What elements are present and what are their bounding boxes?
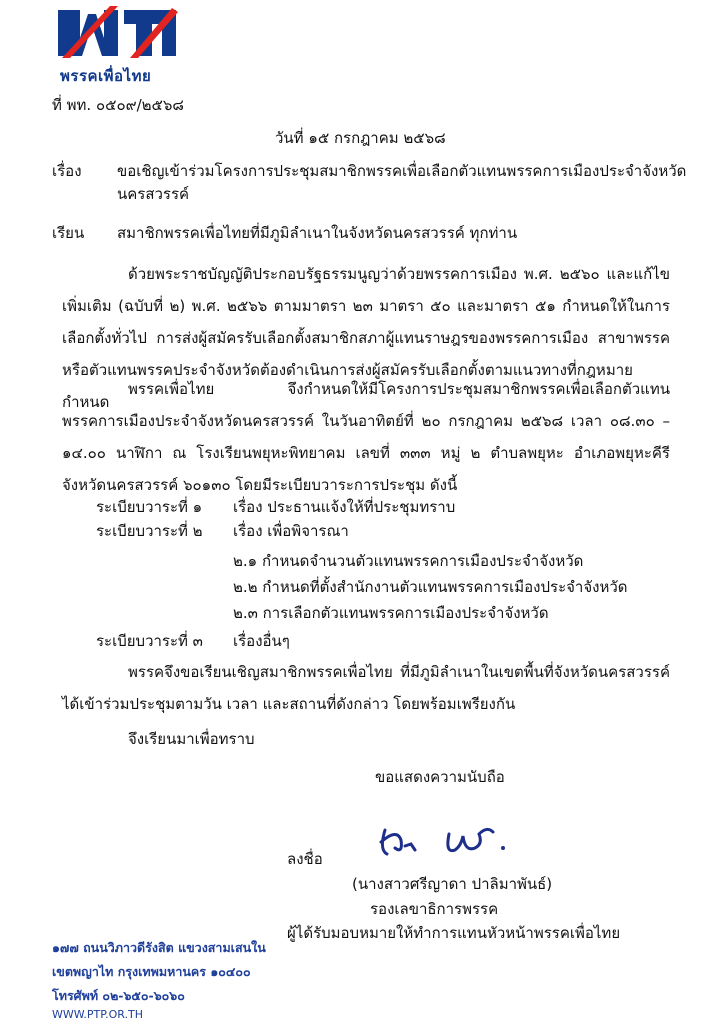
closing-line: จึงเรียนมาเพื่อทราบ [128,730,255,748]
body-paragraph-2: พรรคเพื่อไทย จึงกำหนดให้มีโครงการประชุมสมาชิกพรรคเพื่อเลือกตัวแทนพรรคการเมืองประจำจังหวัดนครสวรรค์ ในวันอาทิตย์ที่ ๒๐ กรกฎาคม ๒๕๖๘ เวลา ๐๘.๓๐ – ๑๔.๐๐ นาฬิกา ณ โรงเรียนพยุหะพิทยาคม เลขที่ ๓๓๓ หมู่ ๒ ตำบลพยุหะ อำเภอพยุหะคีรี จังหวัดนครสวรรค์ ๖๐๑๓๐ โดยมีระเบียบวาระการประชุม ดังนี้ [62,380,670,494]
body-paragraph-1: ด้วยพระราชบัญญัติประกอบรัฐธรรมนูญว่าด้วยพรรคการเมือง พ.ศ. ๒๕๖๐ และแก้ไขเพิ่มเติม (ฉบับที่ ๒) พ.ศ. ๒๕๖๖ ตามมาตรา ๒๓ มาตรา ๕๐ และมาตรา ๕๑ กำหนดให้ในการเลือกตั้งทั่วไป การส่งผู้สมัครรับเลือกตั้งสมาชิกสภาผู้แทนราษฎรของพรรคการเมือง สาขาพรรคหรือตัวแทนพรรคประจำจังหวัดต้องดำเนินการส่งผู้สมัครรับเลือกตั้งตามแนวทางที่กฎหมายกำหนด [62,265,670,411]
agenda-item-3-label: ระเบียบวาระที่ ๓ [96,632,203,650]
party-logo [52,4,180,85]
agenda-item-3-text: เรื่องอื่นๆ [233,632,290,650]
party-logo-text: พรรคเพื่อไทย [60,67,152,85]
subject-line-1: ขอเชิญเข้าร่วมโครงการประชุมสมาชิกพรรคเพื่อเลือกตัวแทนพรรคการเมืองประจำจังหวัด [117,162,687,180]
signer-name: (นางสาวศรีญาดา ปาลิมาพันธ์) [352,875,553,893]
agenda-item-2-sub-2: ๒.๒ กำหนดที่ตั้งสำนักงานตัวแทนพรรคการเมืองประจำจังหวัด [233,578,628,596]
handwritten-signature [375,820,525,862]
agenda-item-2-label: ระเบียบวาระที่ ๒ [96,522,203,540]
agenda-item-1-label: ระเบียบวาระที่ ๑ [96,498,203,516]
sign-label: ลงชื่อ [287,850,323,868]
agenda-item-2-sub-3: ๒.๓ การเลือกตัวแทนพรรคการเมืองประจำจังหวัด [233,604,549,622]
agenda-item-2-sub-1: ๒.๑ กำหนดจำนวนตัวแทนพรรคการเมืองประจำจังหวัด [233,552,584,570]
party-logo-mark-icon [52,4,180,64]
reference-number: ที่ พท. ๐๕๐๙/๒๕๖๘ [52,96,185,114]
agenda-item-2-text: เรื่อง เพื่อพิจารณา [233,522,349,540]
signer-role: ผู้ได้รับมอบหมายให้ทำการแทนหัวหน้าพรรคเพื่อไทย [287,924,621,942]
footer-website[interactable]: WWW.PTP.OR.TH [52,1008,144,1021]
recipient-text: สมาชิกพรรคเพื่อไทยที่มีภูมิลำเนาในจังหวัดนครสวรรค์ ทุกท่าน [117,224,518,242]
recipient-label: เรียน [52,224,85,242]
agenda-item-1-text: เรื่อง ประธานแจ้งให้ที่ประชุมทราบ [233,498,456,516]
subject-label: เรื่อง [52,162,82,180]
footer-address-line-1: ๑๗๗ ถนนวิภาวดีรังสิต แขวงสามเสนใน [52,940,266,955]
footer-phone: โทรศัพท์ ๐๒-๖๕๐-๖๐๖๐ [52,988,185,1003]
respect-closing: ขอแสดงความนับถือ [375,768,505,786]
footer-address-line-2: เขตพญาไท กรุงเทพมหานคร ๑๐๔๐๐ [52,964,251,979]
subject-line-2: นครสวรรค์ [117,185,190,203]
letter-date: วันที่ ๑๕ กรกฎาคม ๒๕๖๘ [275,129,446,147]
signer-title: รองเลขาธิการพรรค [370,900,499,918]
body-paragraph-3: พรรคจึงขอเรียนเชิญสมาชิกพรรคเพื่อไทย ที่มีภูมิลำเนาในเขตพื้นที่จังหวัดนครสวรรค์ได้เข้าร่วมประชุมตามวัน เวลา และสถานที่ดังกล่าว โดยพร้อมเพรียงกัน [62,663,670,713]
